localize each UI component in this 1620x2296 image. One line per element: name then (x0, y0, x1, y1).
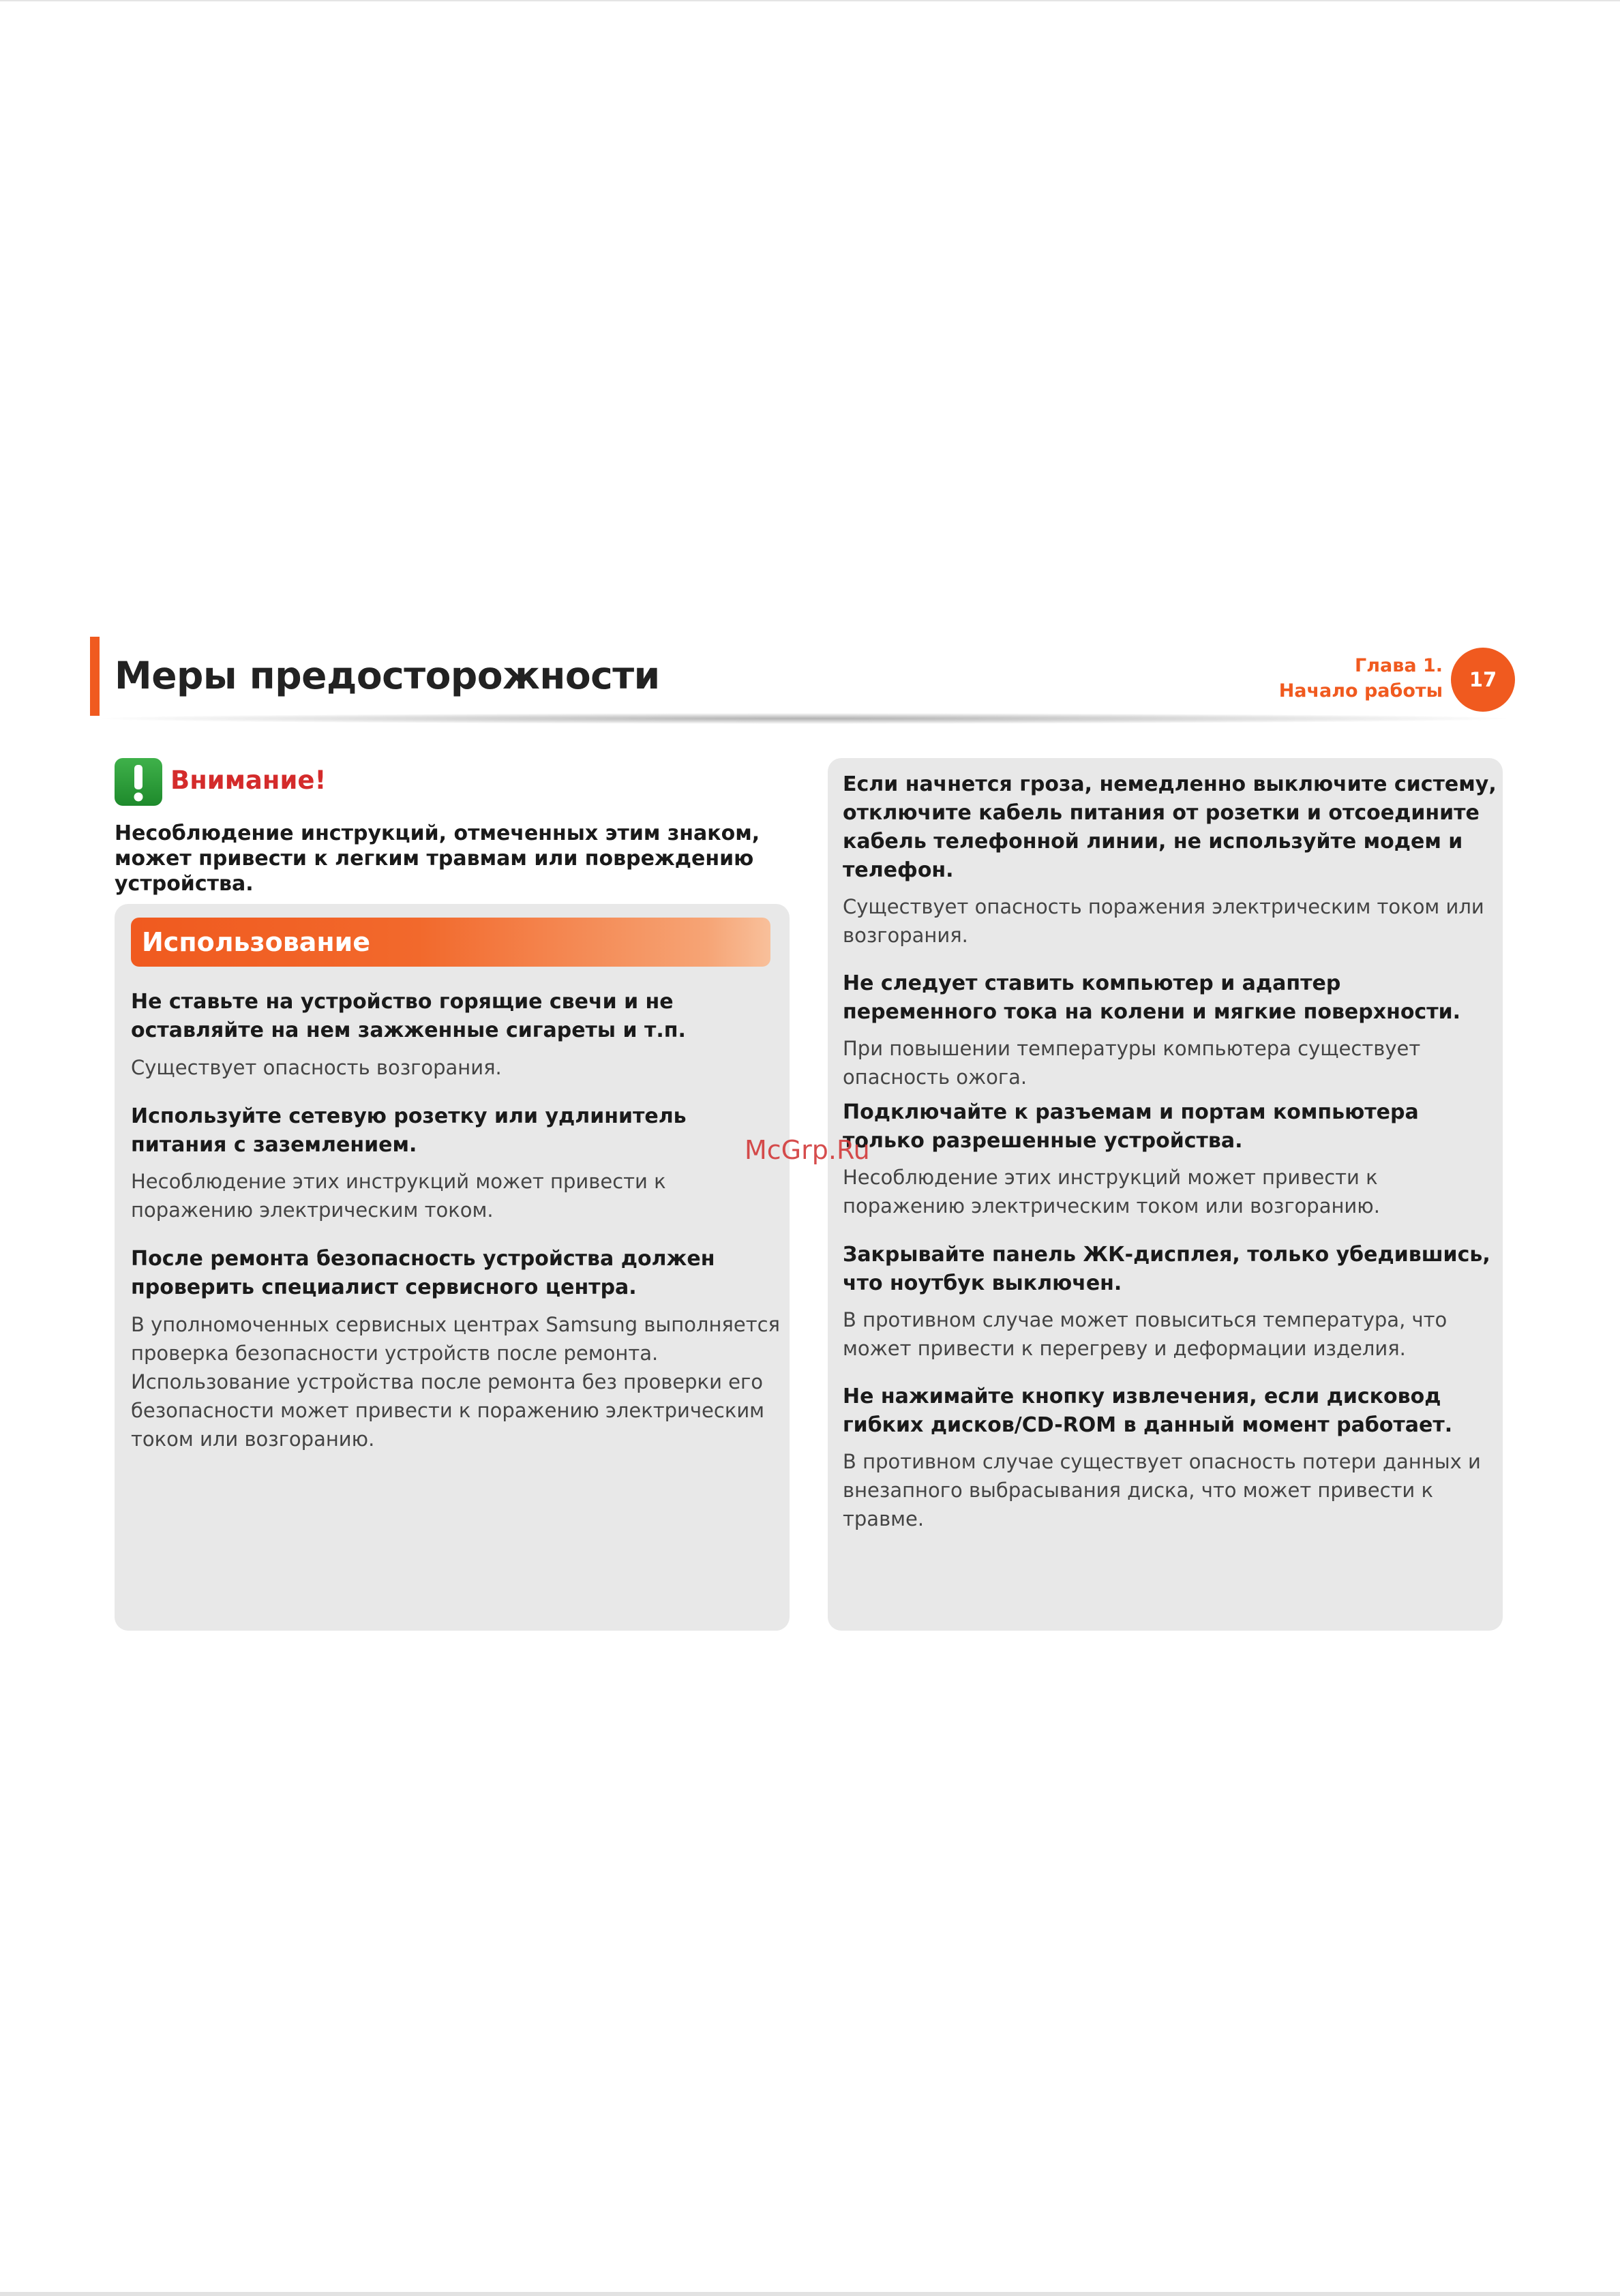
left-item-1-body: Существует опасность возгорания. (131, 1056, 502, 1079)
right-item-2-body: При повышении температуры компьютера существует опасность ожога. (843, 1037, 1421, 1089)
right-item-3-body: Несоблюдение этих инструкций может привести к поражению электрическим током или возгоранию. (843, 1166, 1380, 1218)
chapter-name: Начало работы (1278, 680, 1443, 701)
warning-text: Несоблюдение инструкций, отмеченных этим знаком, может привести к легким травмам или повреждению устройства. (115, 821, 760, 896)
right-item-1-heading: Если начнется гроза, немедленно выключите систему, отключите кабель питания от розетки и отсоедините кабель телефонной линии, не используйте модем и телефон. (843, 772, 1497, 882)
left-item-1-heading: Не ставьте на устройство горящие свечи и не оставляйте на нем зажженные сигареты и т.п. (131, 990, 686, 1042)
page-number-badge: 17 (1451, 648, 1515, 712)
page-top-border (0, 0, 1620, 1)
chapter-number: Глава 1. (1355, 655, 1443, 676)
section-title: Использование (142, 927, 371, 957)
header-accent-bar (90, 637, 100, 716)
left-item-2-heading: Используйте сетевую розетку или удлинитель питания с заземлением. (131, 1104, 687, 1157)
right-item-3-heading: Подключайте к разъемам и портам компьютера только разрешенные устройства. (843, 1100, 1419, 1153)
right-item-2-heading: Не следует ставить компьютер и адаптер переменного тока на колени и мягкие поверхности. (843, 971, 1461, 1024)
warning-title: Внимание! (170, 766, 327, 795)
right-item-5-heading: Не нажимайте кнопку извлечения, если дисковод гибких дисков/CD-ROM в данный момент работает. (843, 1385, 1453, 1437)
page-title: Меры предосторожности (115, 654, 660, 697)
chapter-label (1279, 653, 1443, 704)
right-item-4-heading: Закрывайте панель ЖК-дисплея, только убедившись, что ноутбук выключен. (843, 1243, 1490, 1295)
right-item-1-body: Существует опасность поражения электрическим током или возгорания. (843, 895, 1484, 947)
exclamation-icon (115, 758, 162, 806)
right-item-4-body: В противном случае может повыситься температура, что может привести к перегреву и деформации изделия. (843, 1308, 1448, 1360)
watermark-text: McGrp.Ru (745, 1135, 870, 1165)
left-item-3-body: В уполномоченных сервисных центрах Samsung выполняется проверка безопасности устройств после ремонта. Использование устройства после ремонта без проверки его безопасности может привести к поражению электрическим током или возгоранию. (131, 1313, 781, 1451)
header-divider-shadow (102, 713, 1507, 724)
page-bottom-border (0, 2292, 1620, 2296)
left-item-3-heading: После ремонта безопасность устройства должен проверить специалист сервисного центра. (131, 1247, 715, 1299)
right-item-5-body: В противном случае существует опасность потери данных и внезапного выбрасывания диска, что может привести к травме. (843, 1450, 1481, 1530)
left-item-2-body: Несоблюдение этих инструкций может привести к поражению электрическим током. (131, 1170, 666, 1222)
